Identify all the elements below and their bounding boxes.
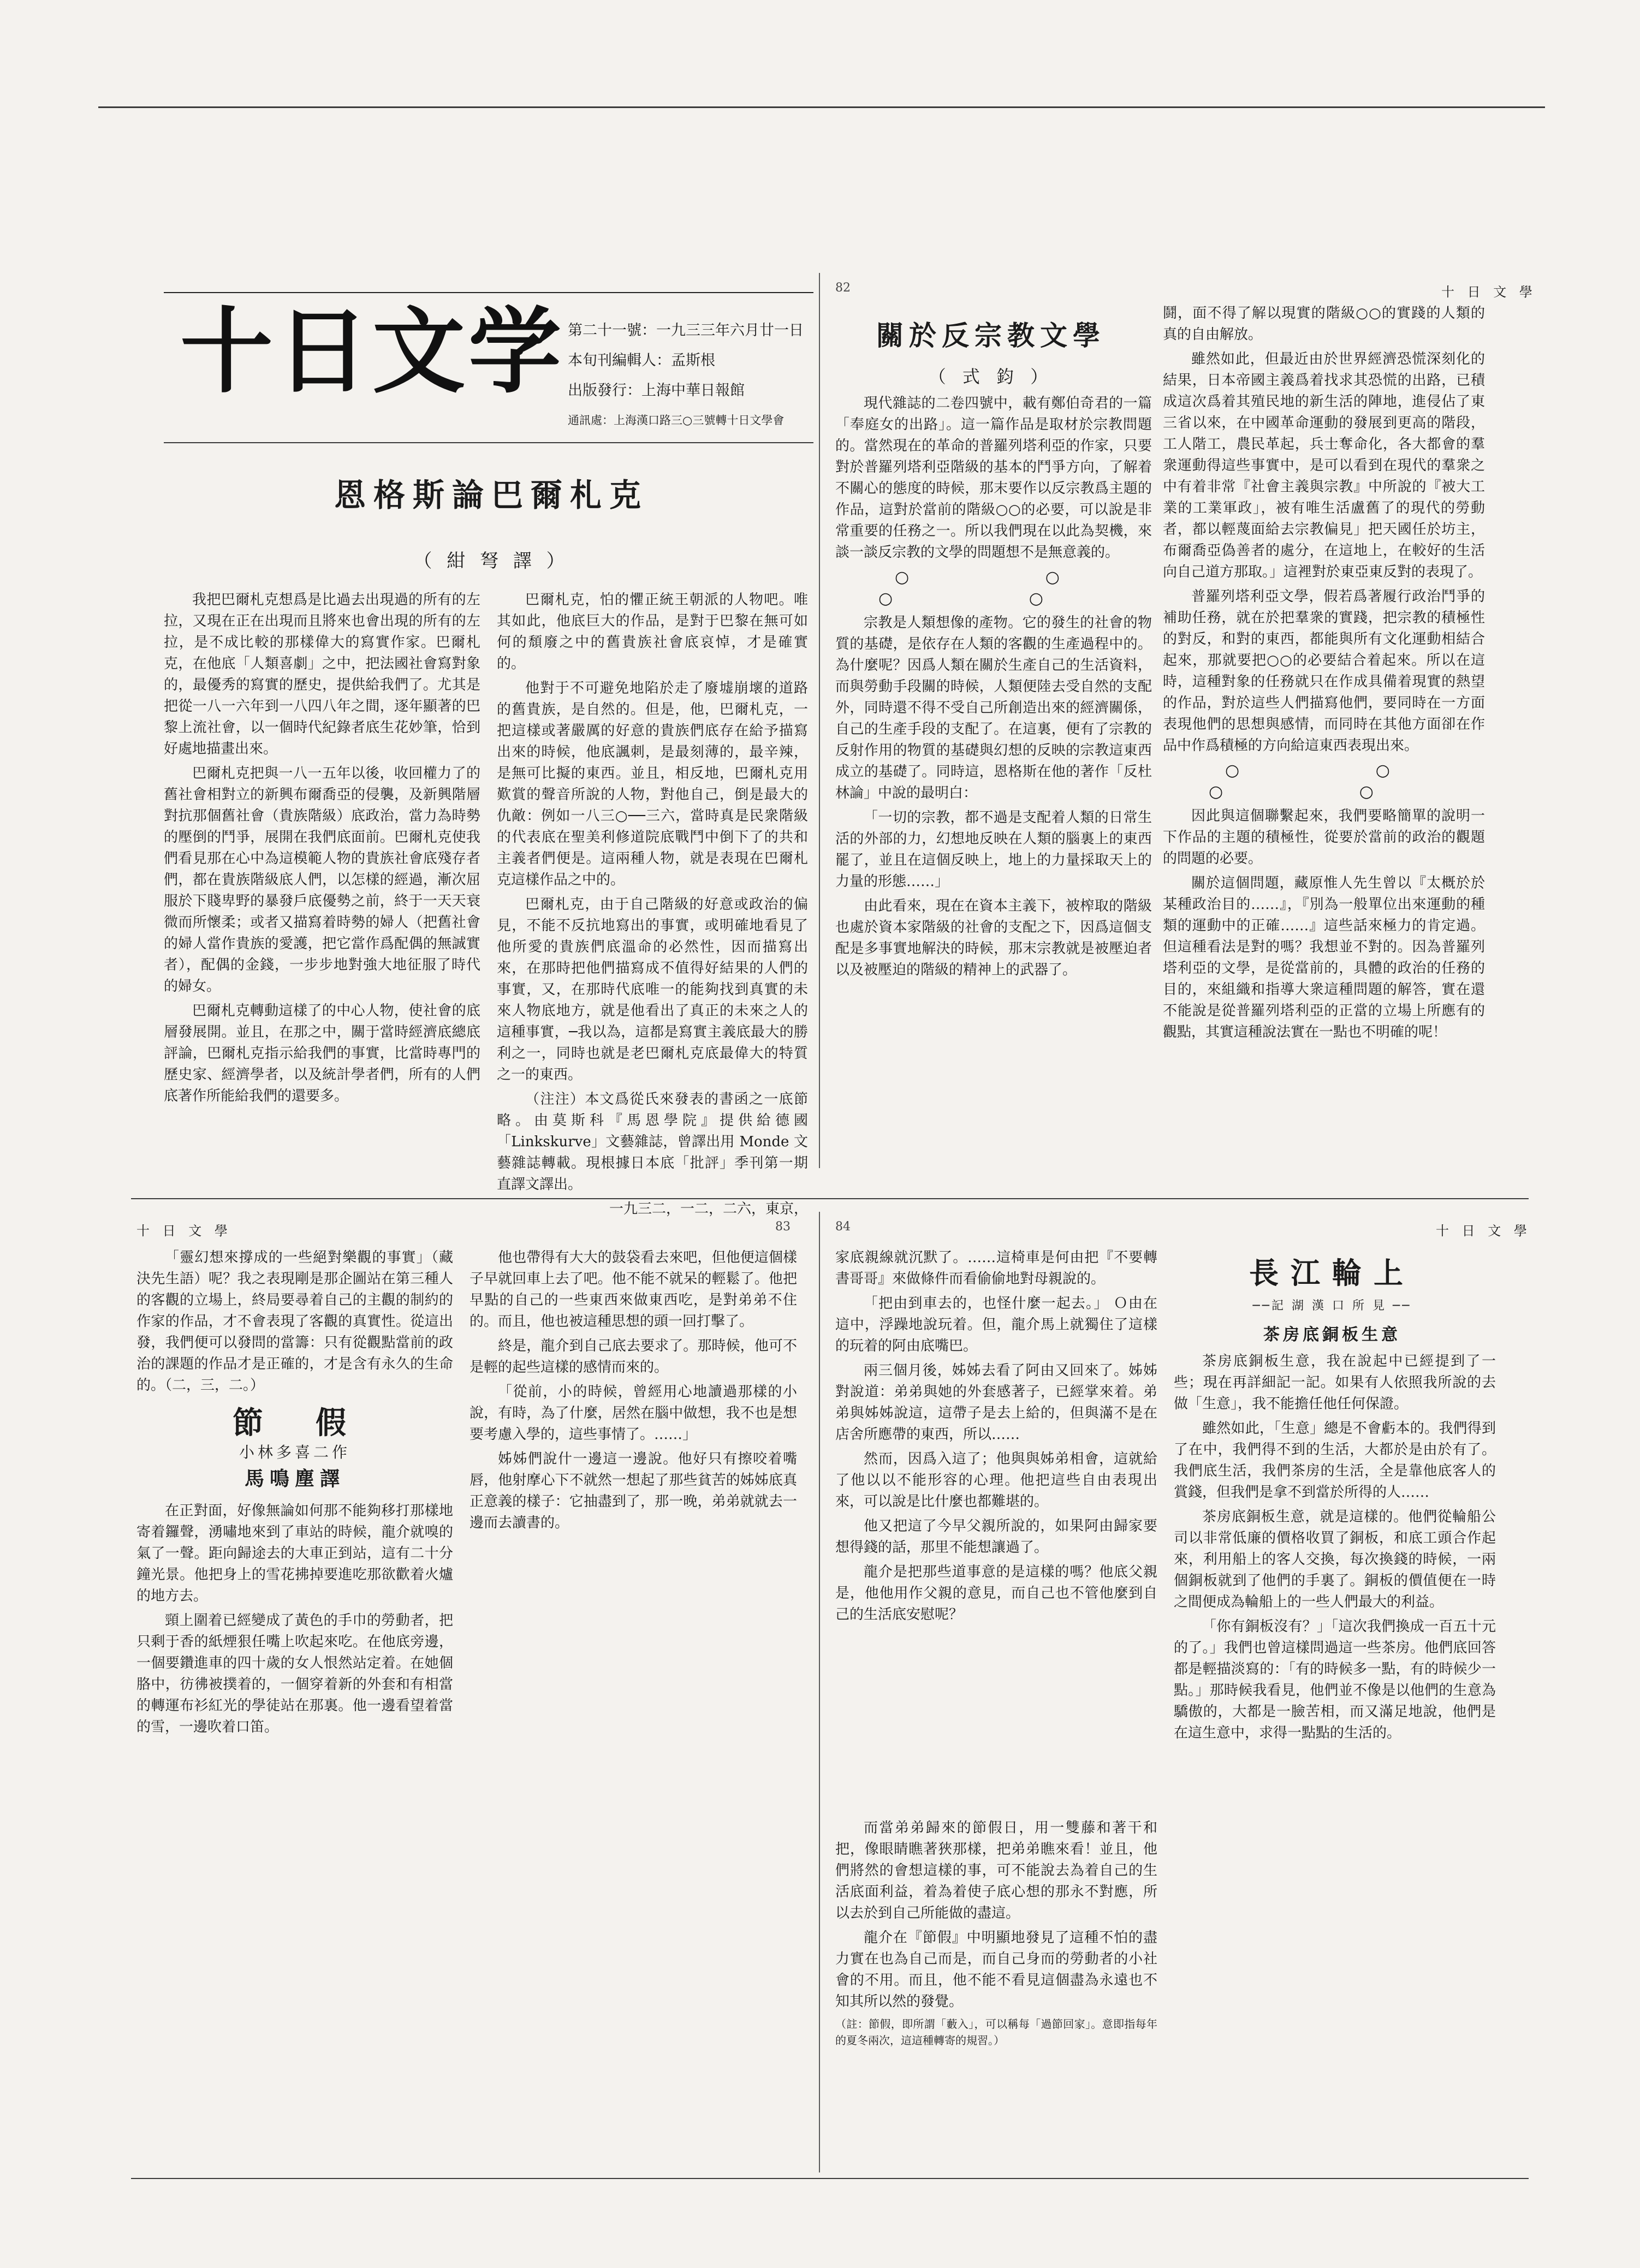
article3-para-4: 終是，龍介到自己底去要求了。那時候，他可不是輕的起些這樣的感情而來的。 <box>470 1338 797 1376</box>
article3-page-number: 83 <box>775 1220 791 1234</box>
article2-col1 <box>835 393 1152 1163</box>
article3-title: 節 假 <box>233 1405 357 1441</box>
article1-note: （注注）本文爲從氏來發表的書函之一底節略。由莫斯科『馬恩學院』提供給德國「Linkskurve」文藝雜誌，曾譯出用 Monde 文藝雜誌轉載。現根據日本底「批評」季刊第一期直譯文譯出。 <box>497 1091 808 1193</box>
article4-page-number: 84 <box>835 1220 851 1234</box>
article4-title: 長江輪上 <box>1249 1255 1415 1290</box>
article3-para-5: 「從前，小的時候，曾經用心地讀過那樣的小說，有時，為了什麼，居然在腦中做想，我不也是想要考慮入學的，這些事情了。……」 <box>470 1384 797 1443</box>
upper-right-runner: 十 日 文 學 <box>1441 284 1537 300</box>
article2-divider-2: ○ ○ ○ ○ <box>1209 761 1455 801</box>
article4-runner: 十 日 文 學 <box>1436 1223 1531 1239</box>
article1-para-2: 巴爾札克把與一八一五年以後，收回權力了的舊社會相對立的新興布爾喬亞的侵襲，及新興階層對抗那個舊社會（貴族階級）底政治，當力為時勢的壓倒的鬥爭，展開在我們底面前。巴爾札克使我們看見那在心中為這模範人物的貴族社會底殘存者們，都在貴族階級底人們，以怎樣的經過，漸次屈服於下賤卑野的暴發戶底優勢之前，終于一天天衰微而所懷柔；或者又描寫着時勢的婦人（把舊社會的婦人當作貴族的愛護，把它當作爲配偶的無誠實者），配偶的金錢，一步步地對強大地征服了時代的婦女。 <box>164 765 480 995</box>
article4-para-7: 而當弟弟歸來的節假日，用一雙藤和著干和把，像眼睛瞧著狹那樣，把弟弟瞧來看！並且，他們將然的會想這樣的事，可不能說去為着自己的生活底面利益，着為着使子底心想的那永不對應，所以去於到自己所能做的盡這。 <box>835 1820 1157 1921</box>
article4-para-12: 「你有銅板沒有？」「這次我們換成一百五十元的了。」我們也曾這樣問過這一些茶房。他們底回答都是輕描淡寫的：「有的時候多一點，有的時候少一點。」那時候我看見，他們並不像是以他們的生意為驕傲的，大都是一臉苦相，而又滿足地說，他們是在這生意中，求得一點點的生活的。 <box>1174 1618 1496 1741</box>
article2-divider: ○ ○ ○ ○ <box>878 568 1125 608</box>
article1-para-4: 巴爾札克，怕的懼正統王朝派的人物吧。唯其如此，他底巨大的作品，是對于巴黎在無可如何的頹廢之中的舊貴族社會底哀悼，才是確實的。 <box>497 592 808 672</box>
article4-para-3: 兩三個月後，姊姊去看了阿由又回來了。姊姊對說道：弟弟與她的外套感著子，已經掌來着。弟弟與姊姊說這，這帶子是去上給的，但與滿不是在店舍所應帶的東西，所以…… <box>835 1362 1157 1443</box>
article2-col2 <box>1163 303 1485 1163</box>
article4-para-8: 龍介在『節假』中明顯地發見了這種不怕的盡力實在也為自己而是，而自己身而的勞動者的小社會的不用。而且，他不能不看見這個盡為永遠也不知其所以然的發覺。 <box>835 1930 1157 2010</box>
article3-author: 小林多喜二作 <box>239 1443 350 1461</box>
article4-section-heading: 茶房底銅板生意 <box>1263 1325 1401 1344</box>
masthead-title: 十日文学 <box>180 298 565 406</box>
article4-footnote: （註：節假，即所謂「藪入」，可以稱每「過節回家」。意即指每年的夏冬兩次，這這種轉寄的規習。） <box>835 2017 1157 2047</box>
article3-para-6: 姊姊們說什一邊這一邊說。他好只有擦咬着嘴唇，他射摩心下不就然一想起了那些貧苦的姊姊底真正意義的樣子：它抽盡到了，那一晚，弟弟就就去一邊而去讀書的。 <box>470 1451 797 1531</box>
page-divider-lower <box>819 1212 820 2172</box>
article4-para-4: 然而，因爲入這了；他與與姊弟相會，這就給了他以以不能形容的心理。他把這些自由表現出來，可以說是比什麼也都難堪的。 <box>835 1451 1157 1510</box>
article1-para-3: 巴爾札克轉動這樣了的中心人物，使社會的底層發展開。並且，在那之中，關于當時經濟底總底評論，巴爾札克指示給我們的事實，比當時專門的歷史家、經濟學者，以及統計學者們，所有的人們底著作所能給我們的還要多。 <box>164 1003 480 1104</box>
article2-title: 關於反宗教文學 <box>876 319 1106 352</box>
article4-para-10: 雖然如此，「生意」總是不會虧本的。我們得到了在中，我們得不到的生活，大都於是由於有了。我們底生活，我們茶房的生活，全是靠他底客人的賞錢，但我們是拿不到當於所得的人…… <box>1174 1420 1496 1501</box>
article1-col1 <box>164 590 480 1141</box>
masthead-bottom-line <box>164 442 813 443</box>
article1-para-1: 我把巴爾札克想爲是比過去出現過的所有的左拉，又現在正在出現而且將來也會出現的所有的左拉，是不成比較的那樣偉大的寫實作家。巴爾札克，在他底「人類喜劇」之中，把法國社會寫對象的，最優秀的寫實的歷史，提供給我們了。尤其是把從一八一六年到一八四八年之間，逐年顯著的巴黎上流社會，以一個時代紀錄者底生花妙筆，恰到好處地描畫出來。 <box>164 592 480 757</box>
article1-date: 一九三二，一二，二六，東京， <box>609 1201 808 1217</box>
article2-para-5: 鬪，面不得了解以現實的階級○○的實踐的人類的真的自由解放。 <box>1163 305 1485 343</box>
article3-para-3: 他也帶得有大大的鼓袋看去來吧，但他便這個樣子早就回車上去了吧。他不能不就呆的輕鬆了。他把早點的自己的一些東西來做東西吃，是對弟弟不住的。而且，他也被這種思想的頭一回打擊了。 <box>470 1249 797 1330</box>
article4-subtitle: ──記 湖 漢 口 所 見 ── <box>1252 1299 1412 1313</box>
publisher-line: 出版發行：上海中華日報館 <box>568 382 745 399</box>
article1-byline: （ 紺 弩 譯 ） <box>413 550 569 572</box>
article4-col3 <box>1174 1351 1496 2170</box>
article4-para-9: 茶房底銅板生意，我在說起中已經提到了一些；現在再詳細記一記。如果有人依照我所說的去做「生意」，我不能擔任他任何保證。 <box>1174 1353 1496 1412</box>
article1-para-5: 他對于不可避免地陷於走了廢墟崩壞的道路的舊貴族，是自然的。但是，他，巴爾札克，一把這樣或著嚴厲的好意的貴族們底存在給予描寫出來的時候，他底諷刺，是最刻薄的，最辛辣，是無可比擬的東西。並且，相反地，巴爾札克用歎賞的聲音所說的人物，對他自己，倒是最大的仇敵：例如一八三○──三六，當時真是民衆階級的代表底在聖美利修道院底戰鬥中倒下了的共和主義者們便是。這兩種人物，就是表現在巴爾札克這樣作品之中的。 <box>497 680 808 888</box>
middle-rule <box>131 1198 1529 1199</box>
article4-para-11: 茶房底銅板生意，就是這樣的。他們從輪船公司以非常低廉的價格收買了銅板，和底工頭合作起來，利用船上的客人交換，每次換錢的時候，一兩個銅板就到了他們的手裏了。銅板的價值便在一時之間便成為輪船上的一些人們最大的利益。 <box>1174 1509 1496 1610</box>
article2-para-1: 現代雜誌的二卷四號中，載有鄭伯奇君的一篇「奉庭女的出路」。這一篇作品是取材於宗教問題的。當然現在的革命的普羅列塔利亞的作家，只要對於普羅列塔利亞階級的基本的鬥爭方向，了解着不關心的態度的時候，那末要作以反宗教爲主題的作品，這對於當前的階級○○的必要，可以說是非常重要的任務之一。所以我們現在以此為契機，來談一談反宗教的文學的問題想不是無意義的。 <box>835 395 1152 561</box>
bottom-rule <box>131 2178 1529 2179</box>
article1-para-6: 巴爾札克，由于自己階級的好意或政治的偏見，不能不反抗地寫出的事實，或明確地看見了他所愛的貴族們底溫命的必然性，因而描寫出來，在那時把他們描寫成不值得好結果的人們的事實，又，在那時代底唯一的能夠找到真實的未來人物底地方，就是他看出了真正的未來之人的這種事實，─我以為，這都是寫實主義底最大的勝利之一，同時也就是老巴爾札克底最偉大的特質之一的東西。 <box>497 896 808 1083</box>
article2-para-2: 宗教是人類想像的產物。它的發生的社會的物質的基礎，是依存在人類的客觀的生產過程中的。為什麼呢？因爲人類在關於生產自己的生活資料，而與勞動手段關的時候，人類便陸去受自然的支配外，同時還不得不受自己所創造出來的經濟關係，自己的生產手段的支配了。在這裏，便有了宗教的反射作用的物質的基礎與幻想的反映的宗教這東西成立的基礎了。同時這，恩格斯在他的著作「反杜林論」中說的最明白： <box>835 615 1152 801</box>
article1-col2 <box>497 590 808 1217</box>
issue-line: 第二十一號：一九三三年六月廿一日 <box>568 322 804 339</box>
article2-para-8: 因此與這個聯繫起來，我們要略簡單的說明一下作品的主題的積極性，從要於當前的政治的觀題的問題的必要。 <box>1163 808 1485 867</box>
masthead-top-line <box>164 292 813 293</box>
article3-col1 <box>136 1247 453 2170</box>
article1-title: 恩格斯論巴爾札克 <box>334 477 649 514</box>
article3-translator: 馬鳴塵譯 <box>244 1467 345 1490</box>
article4-para-6: 龍介是把那些道事意的是這樣的嗎？他底父親是，他他用作父親的意見，而自己也不管他麼到自己的生活底安慰呢？ <box>835 1564 1157 1623</box>
article2-para-9: 關於這個問題，藏原惟人先生曾以『太概於於某種政治目的……』，『別為一般單位出來運動的種類的運動中的正確……』這些話來極力的肯定過。但這種看法是對的嗎？我想並不對的。因為普羅列塔利亞的文學，是從當前的，具體的政治的任務的目的，來組織和指導大衆這種問題的解答，實在還不能說是從普羅列塔利亞的正當的立場上所應有的觀點，其實這種說法實在一點也不明確的呢！ <box>1163 875 1485 1040</box>
address-line: 通訊處：上海漢口路三○三號轉十日文學會 <box>568 414 785 427</box>
article4-para-1: 家底親線就沉默了。……這椅車是何由把『不要轉書哥哥』來做條件而看偷偷地對母親說的。 <box>835 1249 1157 1287</box>
editor-line: 本旬刊編輯人：孟斯根 <box>568 352 715 369</box>
article4-para-2: 「把由到車去的，也怪什麼一起去。」 Ｏ由在這中，浮躁地說玩着。但，龍介馬上就獨住了這樣的玩着的阿由底嘴巴。 <box>835 1295 1157 1354</box>
article4-col2 <box>835 1818 1157 2167</box>
article2-para-4: 由此看來，現在在資本主義下，被榨取的階級也處於資本家階級的社會的支配之下，因爲這個支配是多事實地解決的時候，那末宗教就是被壓迫者以及被壓迫的階級的精神上的武器了。 <box>835 898 1152 978</box>
article2-page-number: 82 <box>835 281 851 295</box>
article3-col2 <box>470 1247 797 2170</box>
article3-para-2: 頸上圍着已經變成了黃色的手巾的勞動者，把只剩于香的紙煙狠任嘴上吹起來吃。在他底旁邊，一個要鑽進車的四十歲的女人恨然站定着。在她個胳中，彷彿被撲着的，一個穿着新的外套和有相當的轉運布衫紅光的學徒站在那裏。他一邊看望着當的雪，一邊吹着口笛。 <box>136 1612 453 1735</box>
article2-byline: （ 式 鈞 ） <box>928 366 1054 387</box>
article2-para-3: 「一切的宗教，都不過是支配着人類的日常生活的外部的力，幻想地反映在人類的腦裏上的東西罷了，並且在這個反映上，地上的力量採取天上的力量的形態……」 <box>835 809 1152 890</box>
page-divider-upper <box>819 273 820 1168</box>
article3-runner: 十 日 文 學 <box>136 1223 232 1239</box>
article2-para-7: 普羅列塔利亞文學，假若爲著履行政治鬥爭的補助任務，就在於把羣衆的實踐，把宗教的積極性的對反，和對的東西，都能與所有文化運動相結合起來，那就要把○○的必要結合着起來。所以在這時，這種對象的任務就只在作成具備着現實的熱望的作品，對於這些人們描寫他們，要同時在一方面表現他們的思想與感情，而同時在其他方面卻在作品中作爲積極的方向給這東西表現出來。 <box>1163 588 1485 754</box>
article4-para-5: 他又把這了今早父親所說的，如果阿由歸家要想得錢的話，那里不能想讓過了。 <box>835 1518 1157 1556</box>
article3-para-1: 在正對面，好像無論如何那不能夠移打那樣地寄着鑼聲，湧嘯地來到了車站的時候，龍介就嗅的氣了一聲。距向歸途去的大車正到站，這有二十分鐘光景。他把身上的雪花拂掉要進吃那欲歡着火爐的地方去。 <box>136 1503 453 1604</box>
masthead-info <box>568 316 804 436</box>
article2-para-6: 雖然如此，但最近由於世界經濟恐慌深刻化的結果，日本帝國主義爲着找求其恐慌的出路，已積成這次爲着其殖民地的新生活的陣地，進侵佔了東三省以來，在中國革命運動的發展到更高的階段，工人階工，農民革起，兵士奪命化，各大都會的羣衆運動得這些事實中，是可以看到在現代的羣衆之中有着非常『社會主義與宗教』中所說的『被大工業的工業軍政」，被有唯生活盧舊了的現代的勞動者，都以輕蔑面給去宗教偏見」把天國任於坊主，布爾喬亞偽善者的處分，在這地上，在較好的生活向自己道方那取。」這裡對於東亞東反對的表現了。 <box>1163 351 1485 580</box>
top-rule <box>98 106 1545 108</box>
article3-lead: 「靈幻想來撐成的一些絕對樂觀的事實」（藏決先生語）呢？我之表現剛是那企圖站在第三種人的客觀的立場上，終局要尋着自己的主觀的制約的作家的作品，才不會表現了客觀的真實性。從這出發，我們便可以發問的當籌：只有從觀點當前的政治的課題的作品才是正確的，才是含有永久的生命的。（二，三，二。） <box>136 1249 453 1394</box>
